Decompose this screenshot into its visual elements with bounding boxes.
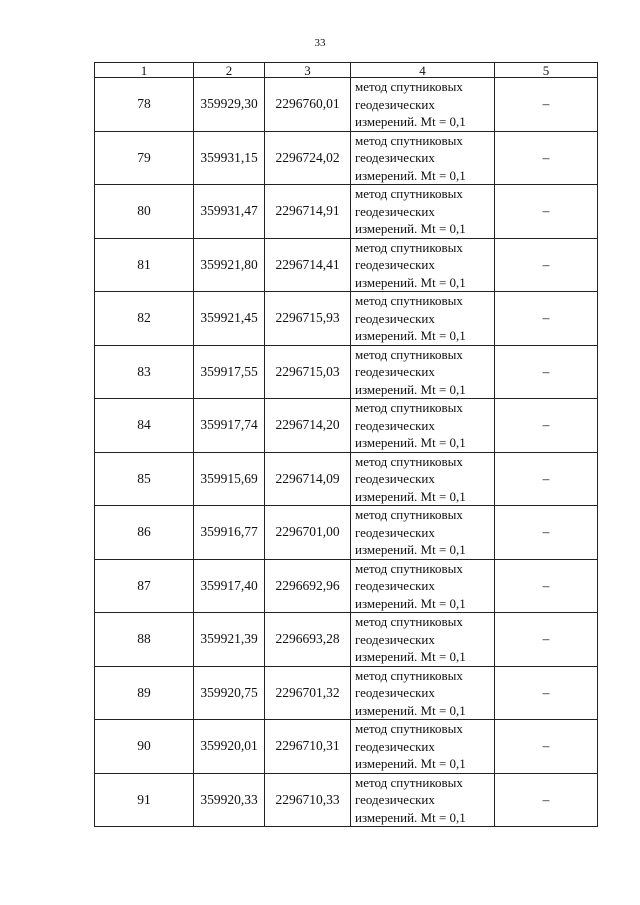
method-cell — [351, 666, 495, 720]
method-line: измерений. Mt = 0,1 — [355, 114, 466, 129]
x-coordinate-cell: 359917,40 — [194, 559, 265, 613]
method-line: измерений. Mt = 0,1 — [355, 167, 466, 183]
x-coordinate-cell: 359920,01 — [194, 720, 265, 774]
table-row — [95, 131, 598, 185]
point-number-cell: 87 — [95, 559, 194, 613]
y-coordinate-cell: 2296701,00 — [265, 506, 351, 560]
header-col-2: 2 — [194, 63, 265, 78]
method-cell — [351, 345, 495, 399]
method-line: измерений. Mt = 0,1 — [355, 274, 466, 290]
method-line: метод спутниковых — [355, 132, 463, 148]
header-col-5: 5 — [495, 63, 598, 78]
method-line: измерений. Mt = 0,1 — [355, 488, 466, 504]
method-line: метод спутниковых — [355, 667, 463, 683]
note-cell: – — [495, 613, 598, 667]
method-line: метод спутниковых — [355, 453, 463, 469]
table-row — [95, 613, 598, 667]
method-cell — [351, 559, 495, 613]
method-cell — [351, 185, 495, 239]
method-line: измерений. Mt = 0,1 — [355, 435, 466, 450]
y-coordinate-cell: 2296714,20 — [265, 399, 351, 453]
header-col-1: 1 — [95, 63, 194, 78]
method-line: геодезических — [355, 578, 435, 593]
table-row — [95, 78, 598, 132]
table-row — [95, 666, 598, 720]
method-line: измерений. Mt = 0,1 — [355, 702, 466, 718]
method-line: метод спутниковых — [355, 79, 463, 94]
y-coordinate-cell: 2296714,09 — [265, 452, 351, 506]
method-line: измерений. Mt = 0,1 — [355, 649, 466, 664]
y-coordinate-cell: 2296715,03 — [265, 345, 351, 399]
note-cell: – — [495, 506, 598, 560]
x-coordinate-cell: 359931,47 — [194, 185, 265, 239]
method-line: метод спутниковых — [355, 560, 463, 576]
method-cell — [351, 292, 495, 346]
table-row — [95, 559, 598, 613]
point-number-cell: 81 — [95, 238, 194, 292]
table-row — [95, 238, 598, 292]
method-cell — [351, 399, 495, 453]
note-cell: – — [495, 345, 598, 399]
point-number-cell: 85 — [95, 452, 194, 506]
note-cell: – — [495, 238, 598, 292]
y-coordinate-cell: 2296714,91 — [265, 185, 351, 239]
method-line: геодезических — [355, 364, 435, 379]
point-number-cell: 90 — [95, 720, 194, 774]
page-number: 33 — [314, 37, 326, 49]
point-number-cell: 82 — [95, 292, 194, 346]
x-coordinate-cell: 359920,33 — [194, 773, 265, 827]
note-cell: – — [495, 131, 598, 185]
table-row — [95, 773, 598, 827]
y-coordinate-cell: 2296692,96 — [265, 559, 351, 613]
x-coordinate-cell: 359920,75 — [194, 666, 265, 720]
note-cell: – — [495, 185, 598, 239]
note-cell: – — [495, 720, 598, 774]
method-line: измерений. Mt = 0,1 — [355, 756, 466, 771]
method-line: измерений. Mt = 0,1 — [355, 221, 466, 236]
x-coordinate-cell: 359921,80 — [194, 238, 265, 292]
method-line: геодезических — [355, 257, 435, 272]
point-number-cell: 80 — [95, 185, 194, 239]
method-cell — [351, 506, 495, 560]
x-coordinate-cell: 359931,15 — [194, 131, 265, 185]
method-line: геодезических — [355, 792, 435, 807]
method-line: метод спутниковых — [355, 400, 463, 415]
method-line: геодезических — [355, 417, 435, 433]
y-coordinate-cell: 2296693,28 — [265, 613, 351, 667]
method-line: измерений. Mt = 0,1 — [355, 542, 466, 557]
method-cell — [351, 613, 495, 667]
table-row — [95, 506, 598, 560]
method-cell — [351, 452, 495, 506]
method-line: измерений. Mt = 0,1 — [355, 328, 466, 343]
method-line: геодезических — [355, 631, 435, 647]
method-line: геодезических — [355, 96, 435, 112]
method-cell — [351, 773, 495, 827]
y-coordinate-cell: 2296710,33 — [265, 773, 351, 827]
x-coordinate-cell: 359917,74 — [194, 399, 265, 453]
method-line: геодезических — [355, 310, 435, 326]
method-cell — [351, 720, 495, 774]
header-col-3: 3 — [265, 63, 351, 78]
method-line: измерений. Mt = 0,1 — [355, 381, 466, 397]
method-line: геодезических — [355, 150, 435, 165]
note-cell: – — [495, 399, 598, 453]
method-line: метод спутниковых — [355, 721, 463, 736]
method-line: метод спутниковых — [355, 186, 463, 201]
point-number-cell: 88 — [95, 613, 194, 667]
header-col-4: 4 — [351, 63, 495, 78]
table-row — [95, 399, 598, 453]
method-line: измерений. Mt = 0,1 — [355, 809, 466, 825]
y-coordinate-cell: 2296701,32 — [265, 666, 351, 720]
x-coordinate-cell: 359917,55 — [194, 345, 265, 399]
point-number-cell: 89 — [95, 666, 194, 720]
note-cell: – — [495, 666, 598, 720]
method-line: метод спутниковых — [355, 239, 463, 255]
point-number-cell: 86 — [95, 506, 194, 560]
y-coordinate-cell: 2296714,41 — [265, 238, 351, 292]
method-cell — [351, 131, 495, 185]
point-number-cell: 79 — [95, 131, 194, 185]
method-line: геодезических — [355, 203, 435, 219]
note-cell: – — [495, 292, 598, 346]
coordinates-table — [94, 62, 598, 827]
method-line: геодезических — [355, 685, 435, 700]
method-line: измерений. Mt = 0,1 — [355, 595, 466, 611]
method-line: метод спутниковых — [355, 507, 463, 522]
note-cell: – — [495, 452, 598, 506]
method-line: геодезических — [355, 738, 435, 754]
method-line: геодезических — [355, 524, 435, 540]
x-coordinate-cell: 359915,69 — [194, 452, 265, 506]
table-body — [95, 78, 598, 827]
x-coordinate-cell: 359929,30 — [194, 78, 265, 132]
table-row — [95, 292, 598, 346]
y-coordinate-cell: 2296724,02 — [265, 131, 351, 185]
x-coordinate-cell: 359921,39 — [194, 613, 265, 667]
table-row — [95, 345, 598, 399]
point-number-cell: 84 — [95, 399, 194, 453]
point-number-cell: 91 — [95, 773, 194, 827]
y-coordinate-cell: 2296710,31 — [265, 720, 351, 774]
method-line: геодезических — [355, 471, 435, 486]
point-number-cell: 83 — [95, 345, 194, 399]
note-cell: – — [495, 773, 598, 827]
note-cell: – — [495, 78, 598, 132]
header-row — [95, 63, 598, 78]
method-cell — [351, 78, 495, 132]
table-row — [95, 185, 598, 239]
method-line: метод спутниковых — [355, 293, 463, 308]
table-row — [95, 452, 598, 506]
point-number-cell: 78 — [95, 78, 194, 132]
table-header — [95, 63, 598, 78]
method-line: метод спутниковых — [355, 774, 463, 790]
table-row — [95, 720, 598, 774]
note-cell: – — [495, 559, 598, 613]
y-coordinate-cell: 2296760,01 — [265, 78, 351, 132]
method-line: метод спутниковых — [355, 614, 463, 629]
method-cell — [351, 238, 495, 292]
y-coordinate-cell: 2296715,93 — [265, 292, 351, 346]
x-coordinate-cell: 359916,77 — [194, 506, 265, 560]
method-line: метод спутниковых — [355, 346, 463, 362]
x-coordinate-cell: 359921,45 — [194, 292, 265, 346]
